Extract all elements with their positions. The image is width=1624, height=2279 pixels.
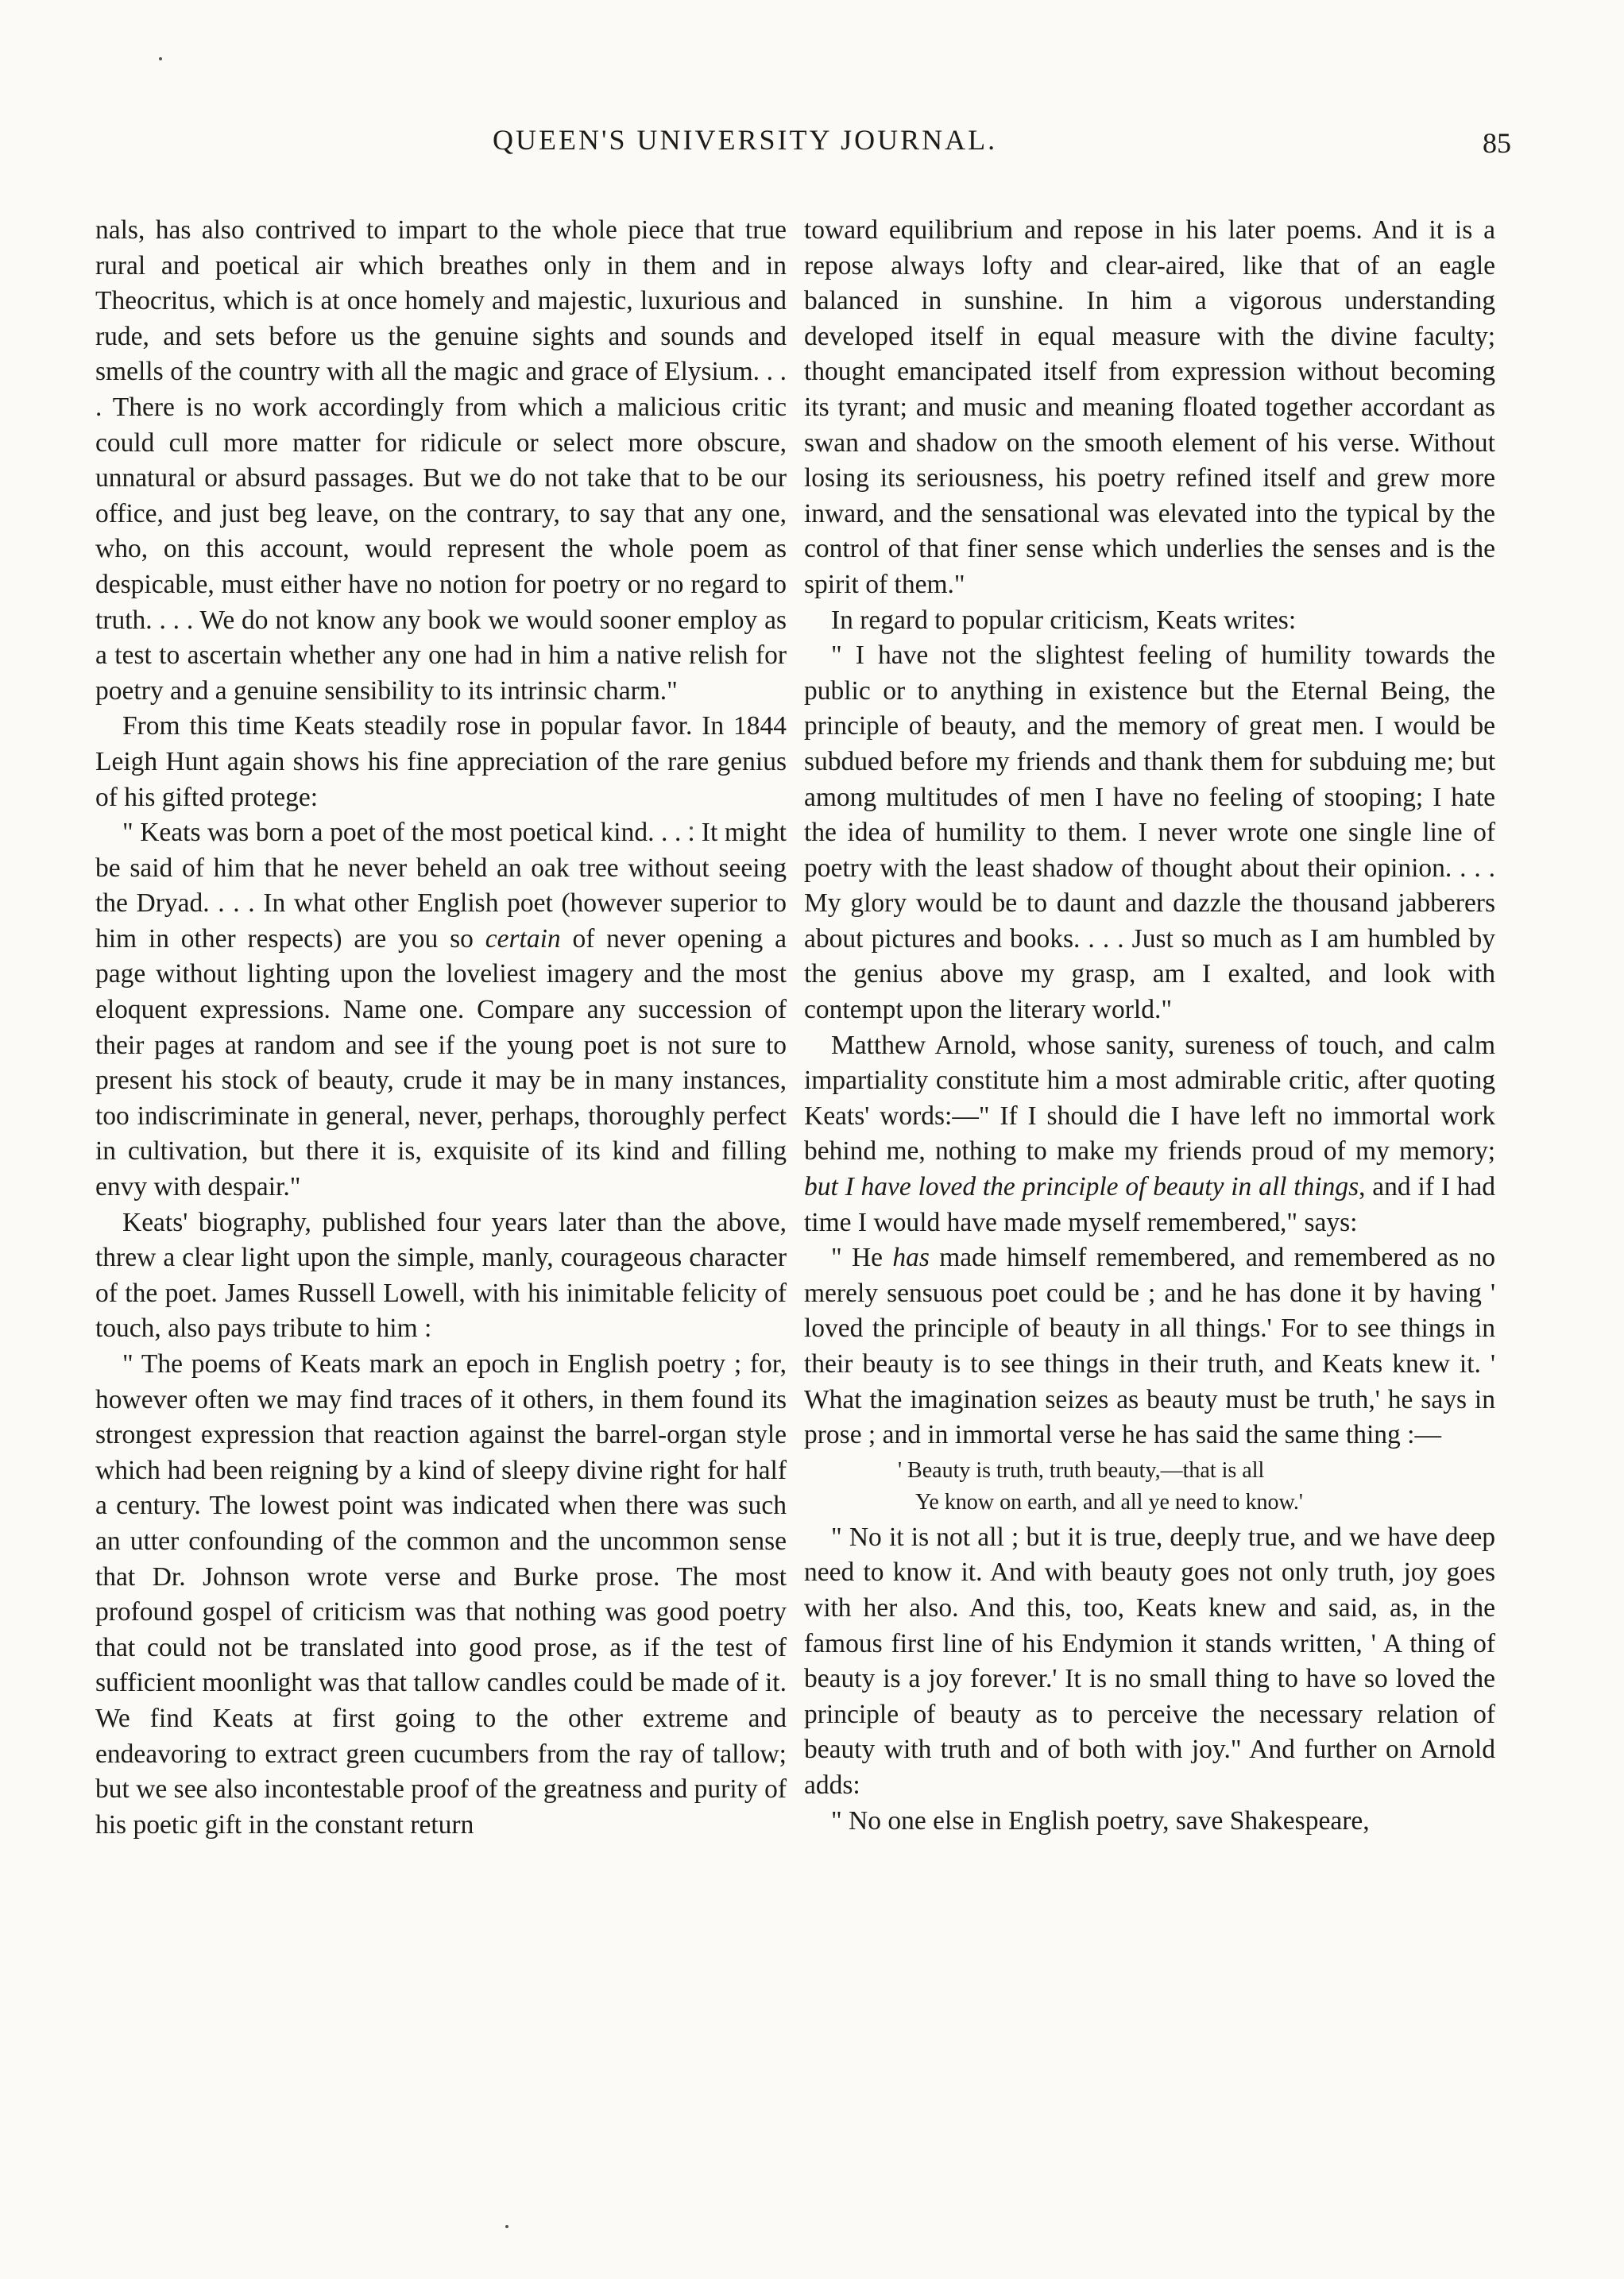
paragraph [804, 1028, 1495, 1241]
paragraph: In regard to popular criticism, Keats writes: [831, 605, 1297, 635]
verse-line: ' Beauty is truth, truth beauty,—that is all [898, 1457, 1265, 1483]
paragraph: nals, has also contrived to impart to the whole piece that true rural and poetical air which breathes only in them and in Theocritus, which is at once homely and majestic, luxurious and rude, and sets before us the genuine sights and sounds and smells of the country with all the magic and grace of Elysium. . . . There is no work accordingly from which a malicious critic could cull more matter for ridicule or select more obscure, unnatural or absurd passages. But we do not take that to be our office, and just beg leave, on the contrary, to say that any one, who, on this account, would represent the whole poem as despicable, must either have no notion for poetry or no regard to truth. . . . We do not know any book we would sooner employ as a test to ascertain whether any one had in him a native relish for poetry and a genuine sensibility to its intrinsic charm." [95, 215, 787, 706]
paragraph [95, 815, 787, 1205]
text-run: made himself remembered, and remembered as no merely sensuous poet could be ; and he has done it by having ' loved the principle of beauty in all things.' For to see things in their beauty is to see things in their truth, and Keats knew it. ' What the imagination seizes as beauty must be truth,' he says in prose ; and in immortal verse he has said the same thing :— [804, 1243, 1495, 1450]
running-title: QUEEN'S UNIVERSITY JOURNAL. [493, 124, 998, 156]
paragraph: From this time Keats steadily rose in popular favor. In 1844 Leigh Hunt again shows his fine appreciation of the rare genius of his gifted protege: [95, 711, 787, 812]
page-header [0, 123, 1624, 171]
emphasis: has [892, 1243, 930, 1273]
text-run: " He [831, 1243, 893, 1273]
text-run: , and if I had time I would have made myself remembered," says: [804, 1172, 1496, 1237]
emphasis: certain [485, 923, 561, 954]
paper-speck [505, 2225, 508, 2228]
text-run: of never opening a page without lighting upon the loveliest imagery and the most eloquent expressions. Name one. Compare any succession of their pages at random and see if the young poet is not sure to present his stock of beauty, crude it may be in many instances, too indiscriminate in general, never, perhaps, thoroughly perfect in cultivation, but there it is, exquisite of its kind and filling envy with despair." [95, 923, 787, 1202]
text-run: Matthew Arnold, whose sanity, sureness of touch, and calm impartiality constitute him a most admirable critic, after quoting Keats' words:—" If I should die I have left no immortal work behind me, nothing to make my friends proud of my memory; [804, 1030, 1495, 1167]
emphasis: but I have loved the principle of beauty in all things [804, 1172, 1359, 1202]
verse-quote [898, 1455, 1495, 1519]
left-column [95, 213, 787, 1843]
paper-speck [159, 57, 162, 60]
text-run: " Keats was born a poet of the most poetical kind. . . . It might be said of him that he never beheld an oak tree without seeing the Dryad. . . . In what other English poet (however superior to him in other respects) are you so [95, 818, 787, 954]
paragraph: " No one else in English poetry, save Shakespeare, [831, 1805, 1370, 1836]
page-number: 85 [1483, 127, 1511, 159]
paragraph: " No it is not all ; but it is true, deeply true, and we have deep need to know it. And with beauty goes not only truth, joy goes with her also. And this, too, Keats knew and said, as, in the famous first line of his Endymion it stands written, ' A thing of beauty is a joy forever.' It is no small thing to have so loved the principle of beauty as to perceive the necessary relation of beauty with truth and of both with joy." And further on Arnold adds: [804, 1522, 1495, 1800]
paragraph: " I have not the slightest feeling of humility towards the public or to anything in existence but the Eternal Being, the principle of beauty, and the memory of great men. I would be subdued before my friends and thank them for subduing me; but among multitudes of men I have no feeling of stooping; I hate the idea of humility to them. I never wrote one single line of poetry with the least shadow of thought about their opinion. . . . My glory would be to daunt and dazzle the thousand jabberers about pictures and books. . . . Just so much as I am humbled by the genius above my grasp, am I exalted, and look with contempt upon the literary world." [804, 640, 1495, 1025]
right-column [804, 213, 1495, 1839]
paragraph [804, 1240, 1495, 1453]
paragraph: Keats' biography, published four years later than the above, threw a clear light upon the simple, manly, courageous character of the poet. James Russell Lowell, with his inimitable felicity of touch, also pays tribute to him : [95, 1207, 787, 1344]
verse-line: Ye know on earth, and all ye need to know.' [915, 1489, 1303, 1515]
paragraph: toward equilibrium and repose in his later poems. And it is a repose always lofty and clear-aired, like that of an eagle balanced in sunshine. In him a vigorous understanding developed itself in equal measure with the divine faculty; thought emancipated itself from expression without becoming its tyrant; and music and meaning floated together accordant as swan and shadow on the smooth element of his verse. Without losing its seriousness, his poetry refined itself and grew more inward, and the sensational was elevated into the typical by the control of that finer sense which underlies the senses and is the spirit of them." [804, 215, 1495, 599]
paragraph: " The poems of Keats mark an epoch in English poetry ; for, however often we may find traces of it others, in them found its strongest expression that reaction against the barrel-organ style which had been reigning by a kind of sleepy divine right for half a century. The lowest point was indicated when there was such an utter confounding of the common and the uncommon sense that Dr. Johnson wrote verse and Burke prose. The most profound gospel of criticism was that nothing was good poetry that could not be translated into good prose, as if the test of sufficient moonlight was that tallow candles could be made of it. We find Keats at first going to the other extreme and endeavoring to extract green cucumbers from the ray of tallow; but we see also incontestable proof of the greatness and purity of his poetic gift in the constant return [95, 1349, 787, 1840]
